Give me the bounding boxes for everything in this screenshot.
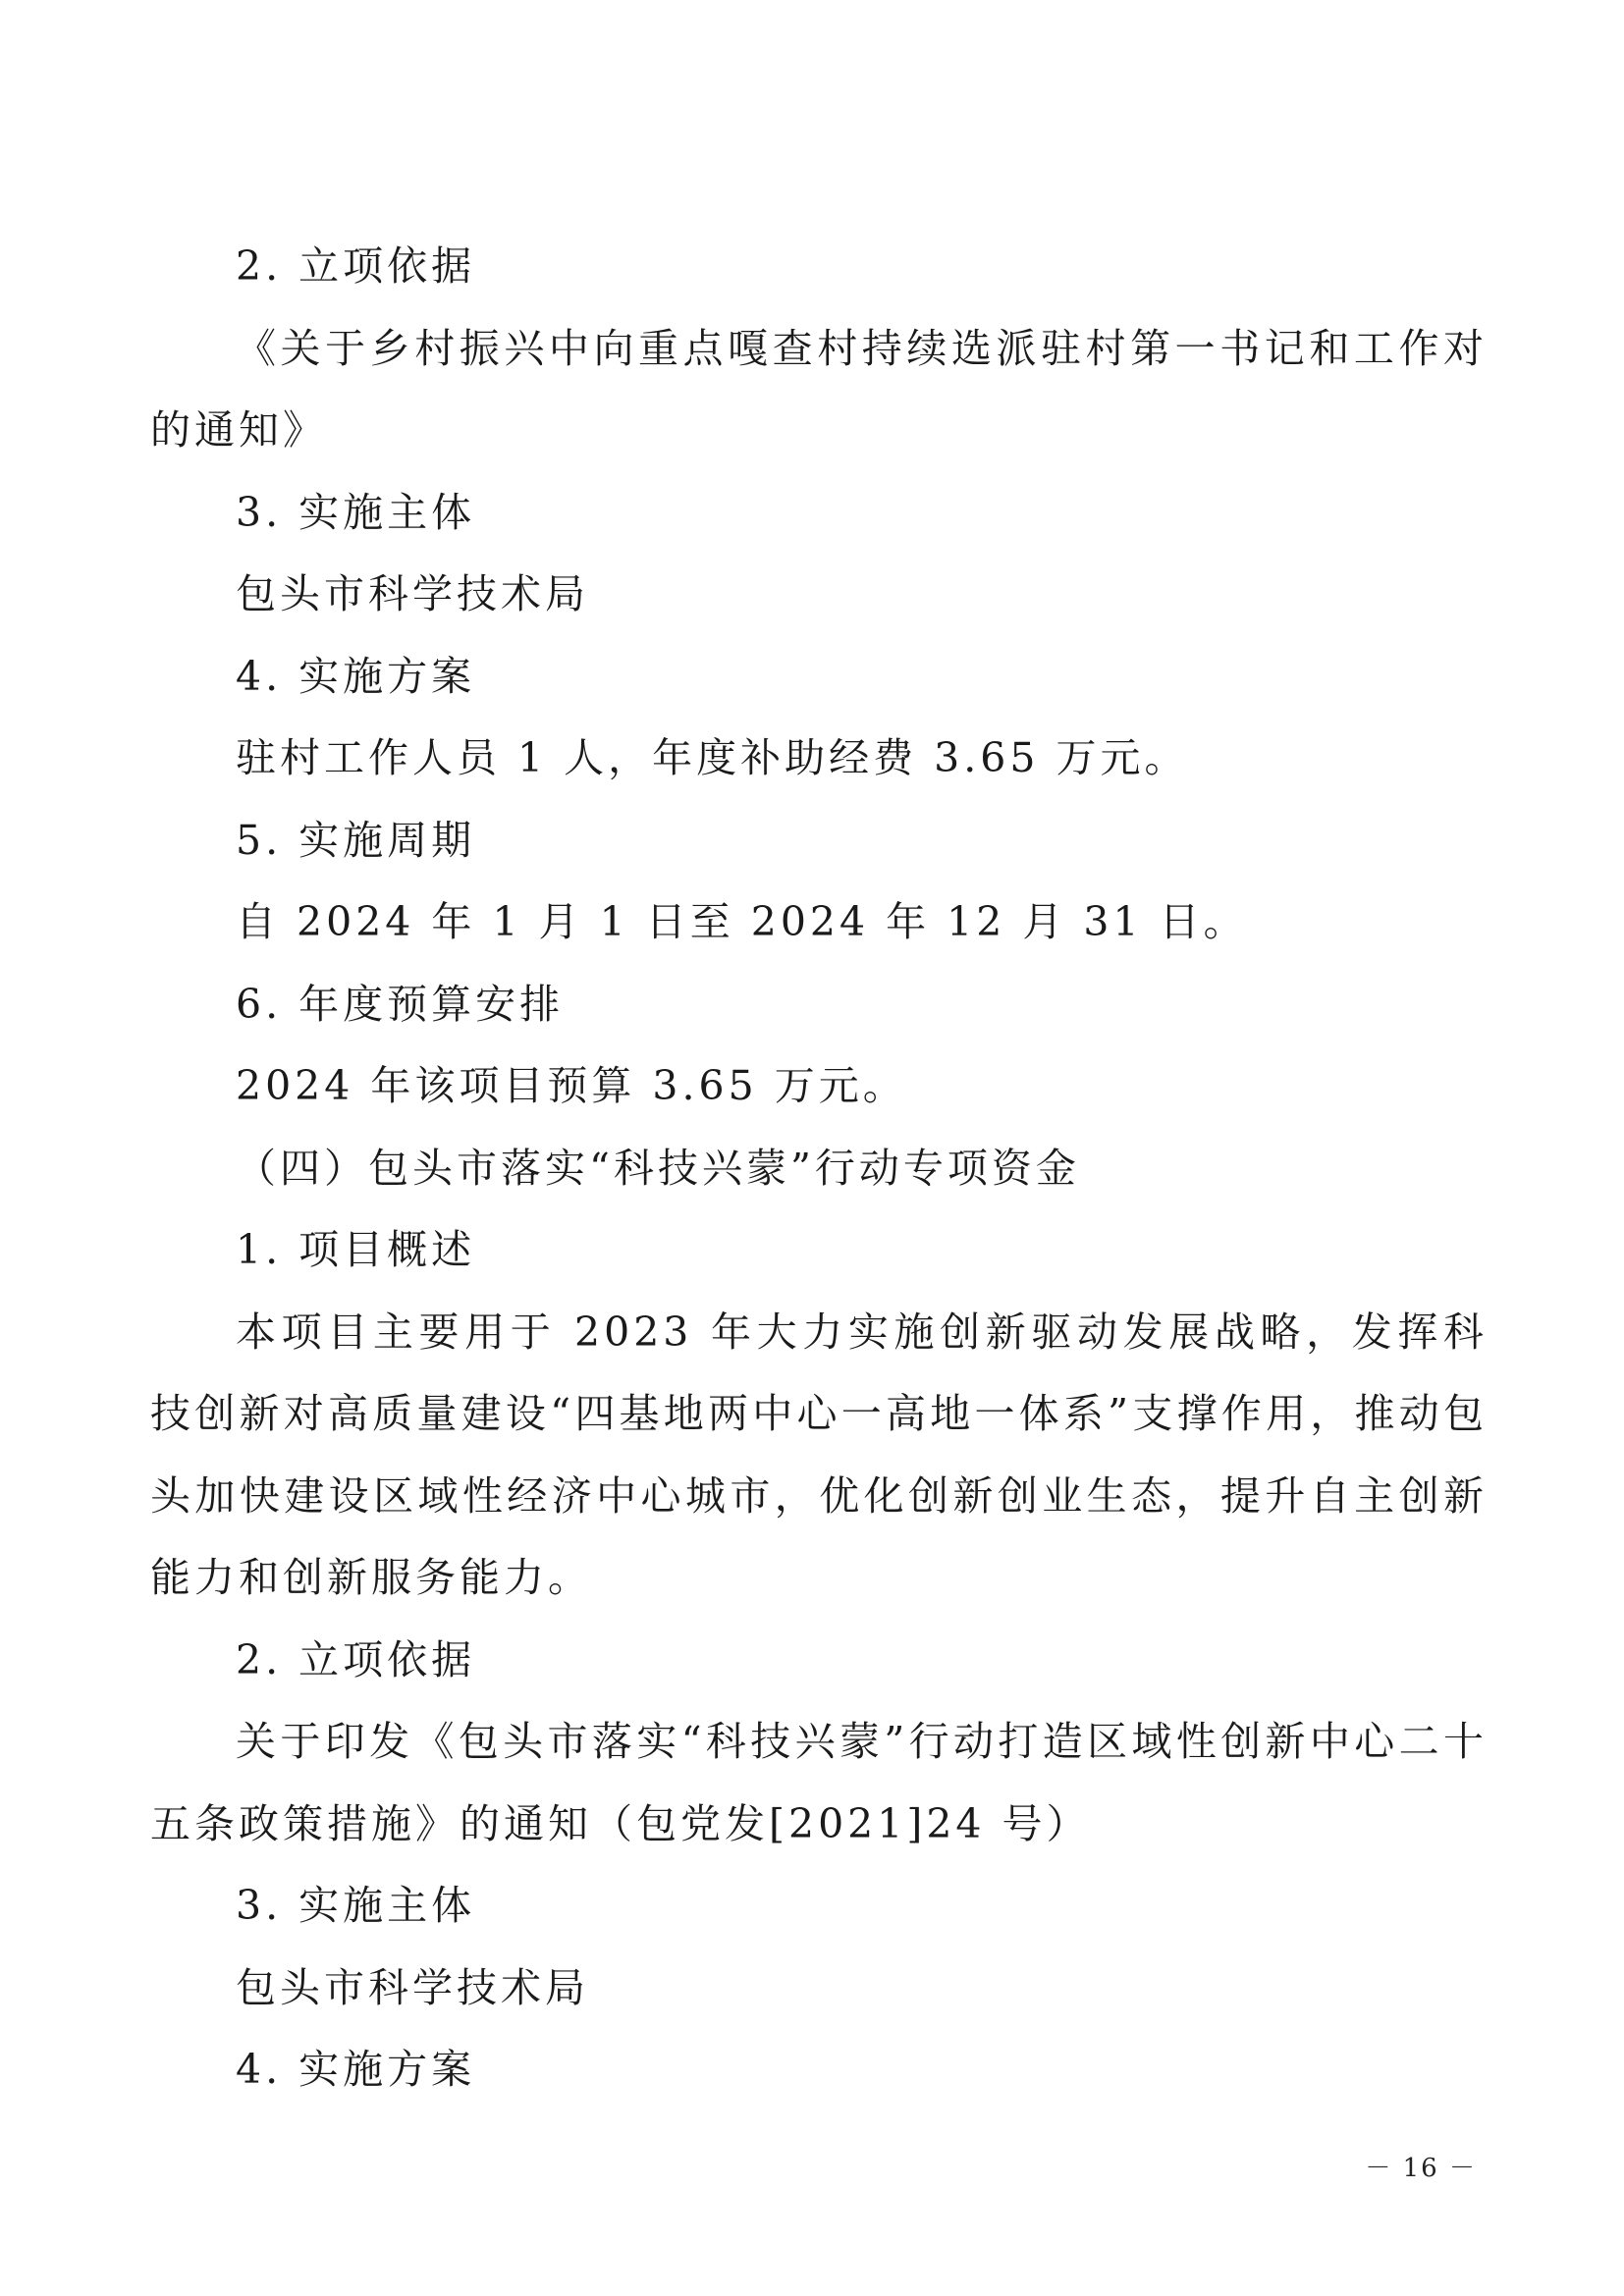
heading-plan: 4. 实施方案	[236, 652, 476, 700]
heading-plan-2: 4. 实施方案	[236, 2046, 476, 2093]
heading-basis: 2. 立项依据	[236, 242, 476, 290]
heading-implementer: 3. 实施主体	[236, 488, 476, 536]
budget-text: 2024 年该项目预算 3.65 万元。	[236, 1062, 907, 1109]
heading-implementer-2: 3. 实施主体	[236, 1882, 476, 1929]
heading-period: 5. 实施周期	[236, 816, 476, 864]
document-body	[150, 226, 1488, 2111]
section-heading: （四）包头市落实“科技兴蒙”行动专项资金	[236, 1144, 1080, 1192]
period-text: 自 2024 年 1 月 1 日至 2024 年 12 月 31 日。	[236, 898, 1248, 945]
basis-text: 《关于乡村振兴中向重点嘎查村持续选派驻村第一书记和工作对的通知》	[150, 324, 1488, 454]
heading-basis-2: 2. 立项依据	[236, 1635, 476, 1683]
heading-budget: 6. 年度预算安排	[236, 980, 565, 1028]
page-number: － 16 －	[1365, 2154, 1477, 2183]
implementer-text: 包头市科学技术局	[236, 570, 589, 617]
plan-text: 驻村工作人员 1 人，年度补助经费 3.65 万元。	[236, 734, 1189, 781]
heading-overview: 1. 项目概述	[236, 1226, 476, 1273]
implementer-text-2: 包头市科学技术局	[236, 1963, 589, 2011]
overview-text: 本项目主要用于 2023 年大力实施创新驱动发展战略，发挥科技创新对高质量建设“四基地两中心一高地一体系”支撑作用，推动包头加快建设区域性经济中心城市，优化创新创业生态，提升自主创新能力和创新服务能力。	[150, 1308, 1488, 1601]
basis-text-2: 关于印发《包头市落实“科技兴蒙”行动打造区域性创新中心二十五条政策措施》的通知（包党发[2021]24 号）	[150, 1718, 1488, 1847]
